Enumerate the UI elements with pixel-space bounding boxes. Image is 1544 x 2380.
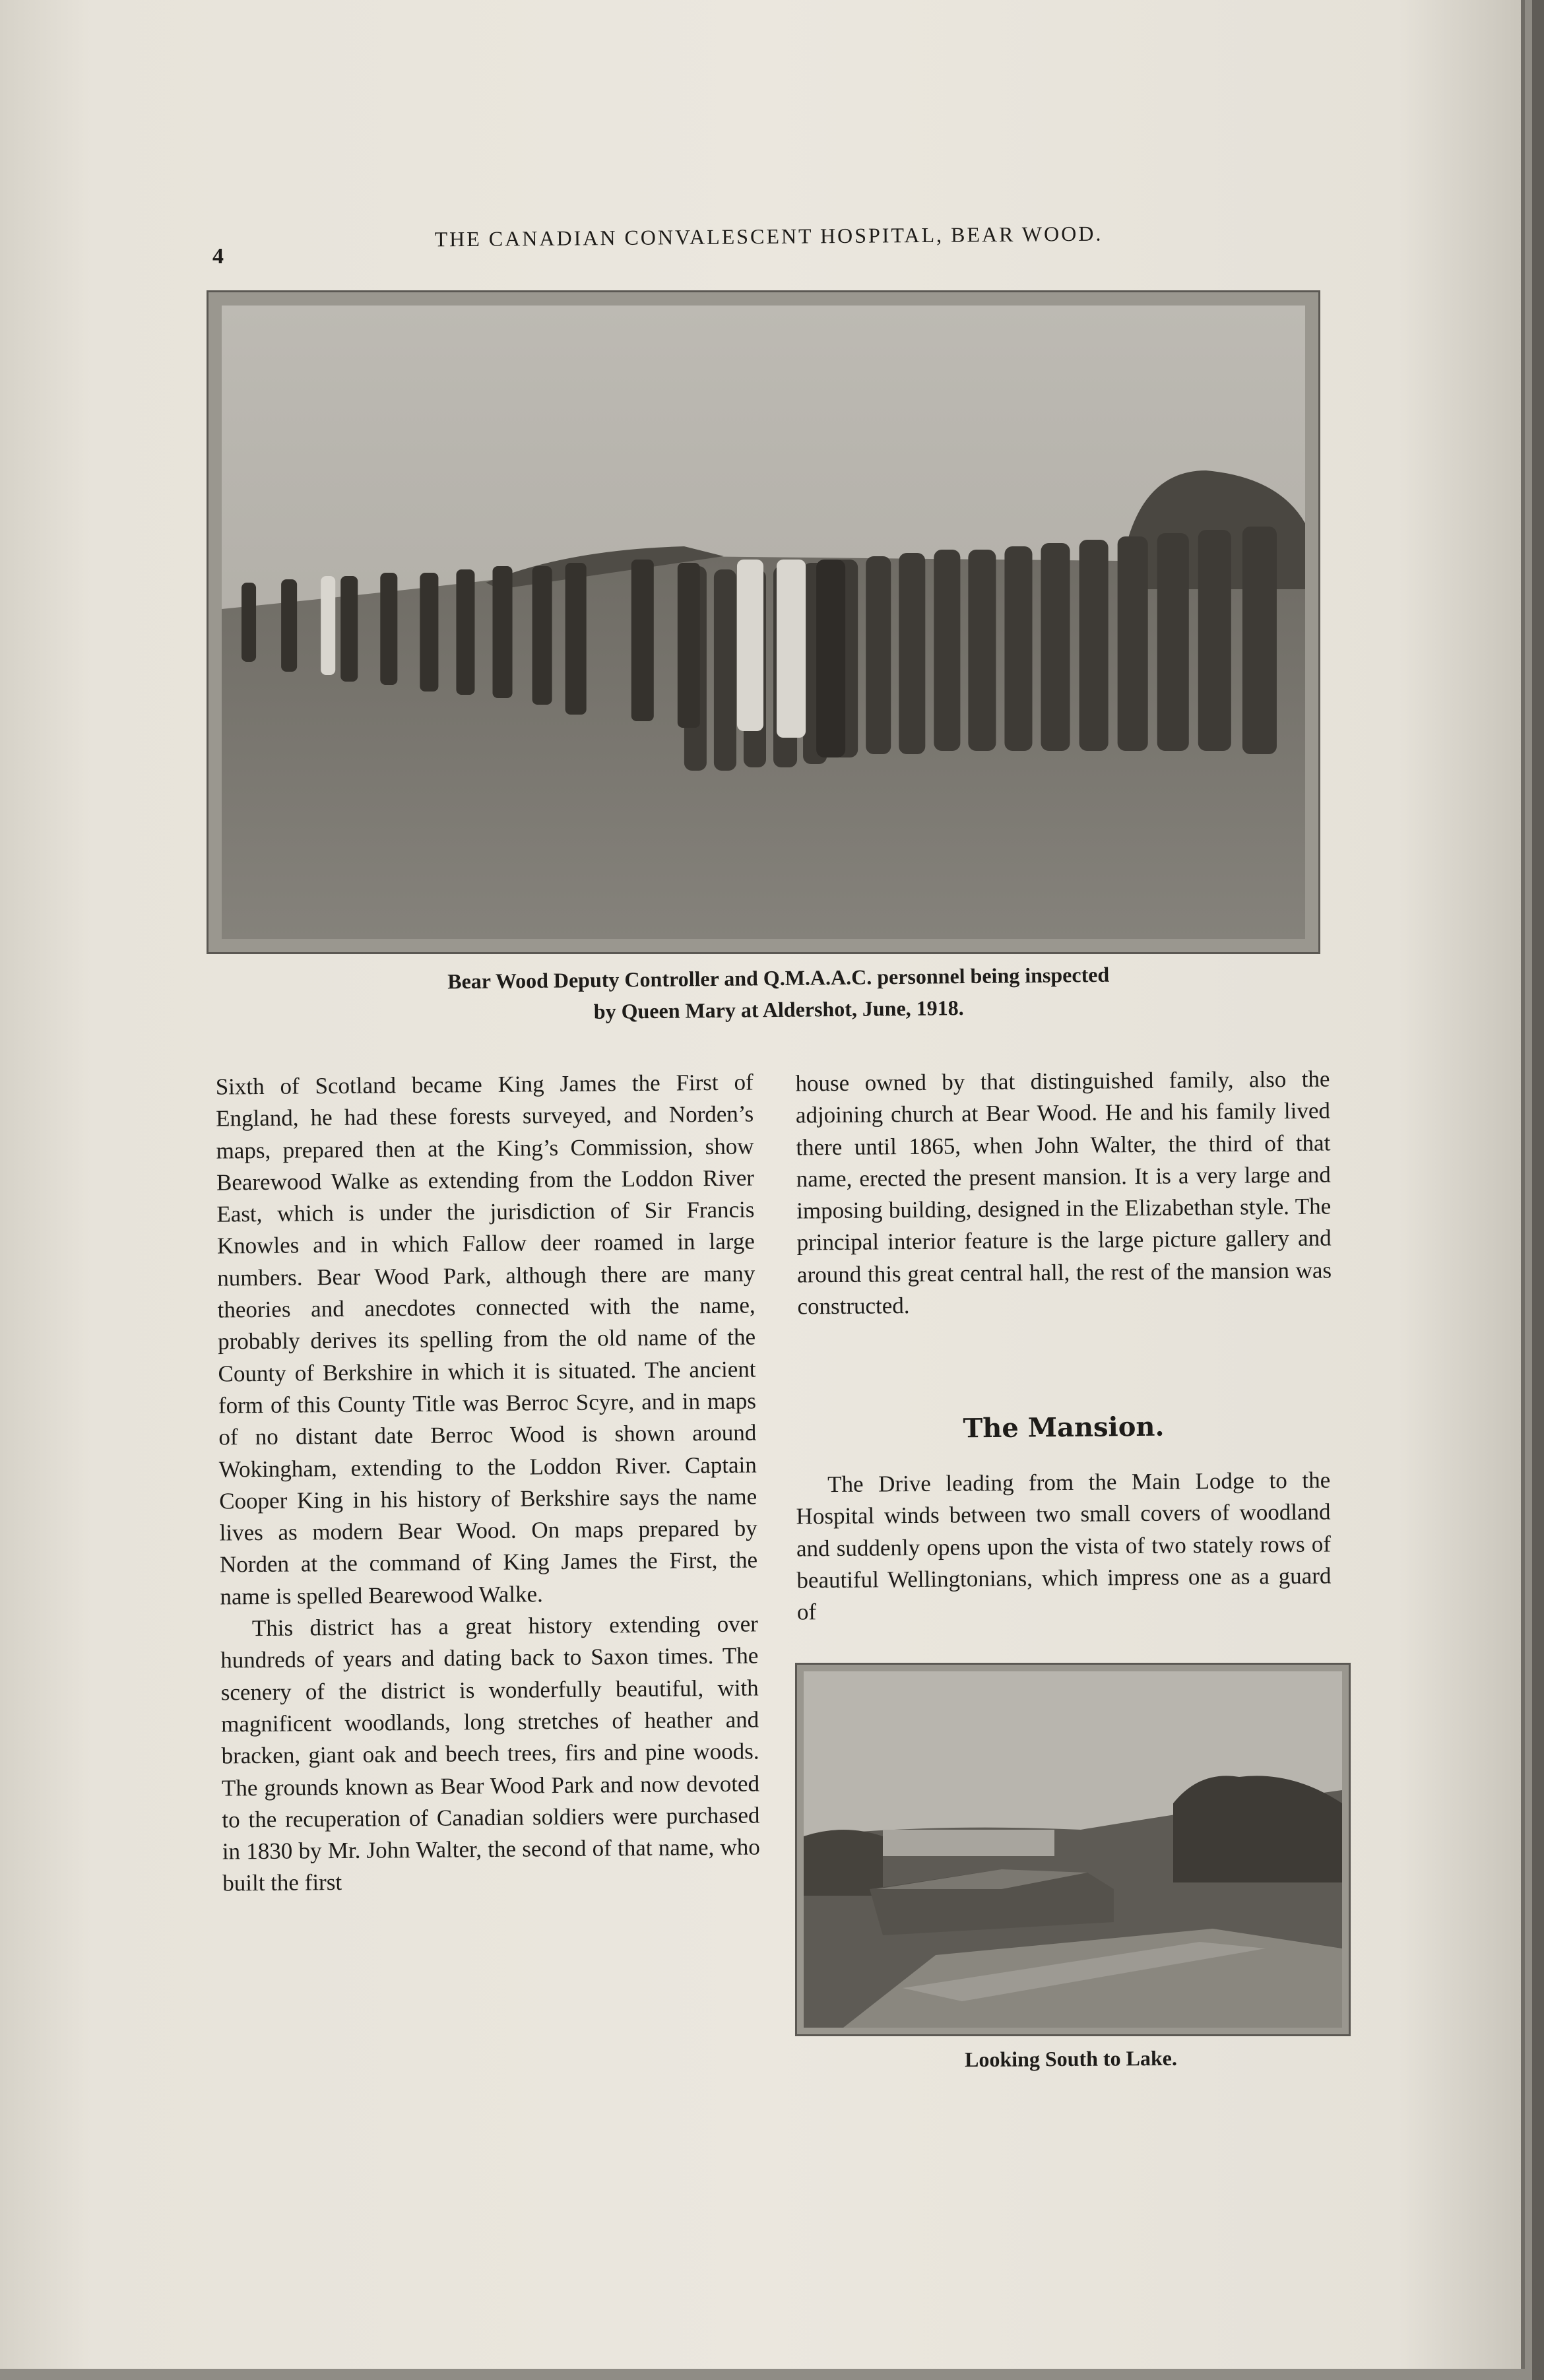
- left-text-column: [216, 1066, 761, 1900]
- inspection-photo-illustration: [222, 306, 1305, 939]
- right-text-column-top: [795, 1063, 1332, 1322]
- lake-photo-illustration: [804, 1671, 1342, 2028]
- section-heading-mansion: The Mansion.: [963, 1411, 1165, 1444]
- lake-photo-caption: Looking South to Lake.: [964, 2045, 1178, 2072]
- inspection-photo-caption: [290, 957, 1268, 1030]
- right-paragraph-1: house owned by that distinguished family, also the adjoining church at Bear Wood. He and his family lived there until 1865, when John Walter, the third of that name, erected the present mansion. It is a very large and imposing building, designed in the Elizabethan style. The principal interior feature is the large picture gallery and around this great central hall, the rest of the mansion was constructed.: [795, 1066, 1332, 1320]
- page-edge-shadow: [1532, 0, 1544, 2380]
- right-text-column-bottom: [796, 1464, 1332, 1628]
- running-header: THE CANADIAN CONVALESCENT HOSPITAL, BEAR WOOD.: [434, 221, 1103, 251]
- left-paragraph-2: This district has a great history extending over hundreds of years and dating back to Saxon times. The scenery of the district is wonderfully beautiful, with magnificent woodlands, long stretches of heather and bracken, giant oak and beech trees, firs and pine woods. The grounds known as Bear Wood Park and now devoted to the recuperation of Canadian soldiers were purchased in 1830 by Mr. John Walter, the second of that name, who built the first: [220, 1611, 760, 1896]
- page-number: 4: [212, 244, 224, 269]
- left-paragraph-1: Sixth of Scotland became King James the First of England, he had these forests surveyed, and Norden’s maps, prepared then at the King’s Commission, show Bearewood Walke as extending from the Loddon River East, which is under the jurisdiction of Sir Francis Knowles and in which Fallow deer roamed in large numbers. Bear Wood Park, although there are many theories and anecdotes connected with the name, probably derives its spelling from the old name of the County of Berkshire in which it is situated. The ancient form of this County Title was Berroc Scyre, and in maps of no distant date Berroc Wood is shown around Wokingham, extending to the Loddon River. Captain Cooper King in his history of Berkshire says the name lives as modern Bear Wood. On maps prepared by Norden at the command of King James the First, the name is spelled Bearewood Walke.: [215, 1069, 758, 1610]
- caption-line-2: by Queen Mary at Aldershot, June, 1918.: [593, 996, 964, 1023]
- lake-photograph: [795, 1663, 1351, 2036]
- caption-line-1: Bear Wood Deputy Controller and Q.M.A.A.C. personnel being inspected: [447, 962, 1110, 994]
- right-paragraph-2: The Drive leading from the Main Lodge to the Hospital winds between two small covers of woodland and suddenly opens upon the vista of two stately rows of beautiful Wellingtonians, which impress one as a guard of: [796, 1467, 1332, 1625]
- inspection-photograph: [207, 290, 1320, 954]
